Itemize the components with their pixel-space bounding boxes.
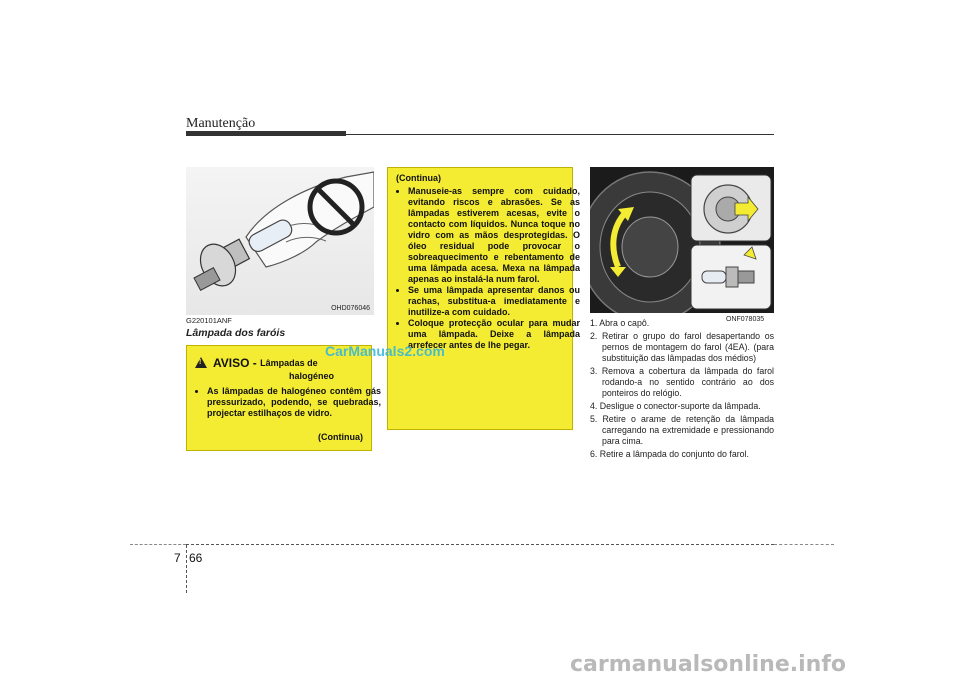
list-item: • Se uma lâmpada apresentar danos ou rachas, substitua-a imediatamente e inutilize-a com cuidado. [408,285,580,318]
warning-box-2 [387,167,580,430]
continued-label: (Continua) [318,432,363,442]
watermark-overlay: CarManuals2.com [325,343,445,359]
step-item: 6. Retire a lâmpada do conjunto do farol. [590,449,749,459]
section-code: G220101ANF [186,316,232,325]
list-item: • Manuseie-as sempre com cuidado, evitando riscos e abrasões. Se as lâmpadas estiverem acesas, evite o contacto com líquidos. Nunca toque no vidro com as mãos desprotegidas. O óleo residual pode provocar o sobreaquecimento e rebentamento de uma lâmpada acesa. Mexa na lâmpada apenas ao instalá-la num farol. [408,186,580,285]
figure-bulb-handling [186,167,374,315]
list-item: • As lâmpadas de halogéneo contêm gás pressurizado, podendo, se quebradas, projectar estilhaços de vidro. [207,386,381,419]
footer-rule [186,544,774,545]
section-title: Manutenção [186,116,256,131]
step-item: 2. Retirar o grupo do farol desapertando os pernos de montagem do farol (4EA). (para substituição das lâmpadas dos médios) [590,331,774,363]
warning-list-1 [193,386,381,419]
procedure-steps [590,318,774,462]
warning-box-1 [186,345,381,451]
footer-rule-left [130,544,186,545]
warning-title: AVISO [213,356,250,370]
step-item: 4. Desligue o conector-suporte da lâmpada. [590,401,761,411]
warning-list-2 [394,186,580,351]
watermark-bottom: carmanualsonline.info [570,652,846,677]
chapter-number: 7 [174,551,181,565]
section-subtitle: Lâmpada dos faróis [186,327,286,339]
warning-dash: - [249,356,261,370]
warning-header [195,356,318,370]
step-item: 5. Retire o arame de retenção da lâmpada carregando na extremidade e pressionando para cima. [590,414,774,446]
figure-label-right: ONF078035 [726,316,765,323]
list-item: • Coloque protecção ocular para mudar uma lâmpada. Deixe a lâmpada arrefecer antes de lhe pegar. [408,318,580,351]
continued-label: (Continua) [396,173,441,183]
step-item: 1. Abra o capô. [590,318,650,328]
footer-divider [186,545,187,593]
warning-subtitle-2: halogéneo [289,371,335,381]
header-rule-accent [186,131,346,136]
footer-rule-right [774,544,834,545]
step-item: 3. Remova a cobertura da lâmpada do farol rodando-a no sentido contrário ao dos ponteiros do relógio. [590,366,774,398]
warning-triangle-icon: ! [195,357,207,368]
bulb-handling-illustration [186,167,374,315]
figure-headlamp-assembly [590,167,774,313]
headlamp-illustration [590,167,774,313]
figure-label-left: OHD076046 [331,305,370,312]
warning-subtitle-1: Lâmpadas de [260,358,318,368]
page-number: 66 [189,551,203,565]
